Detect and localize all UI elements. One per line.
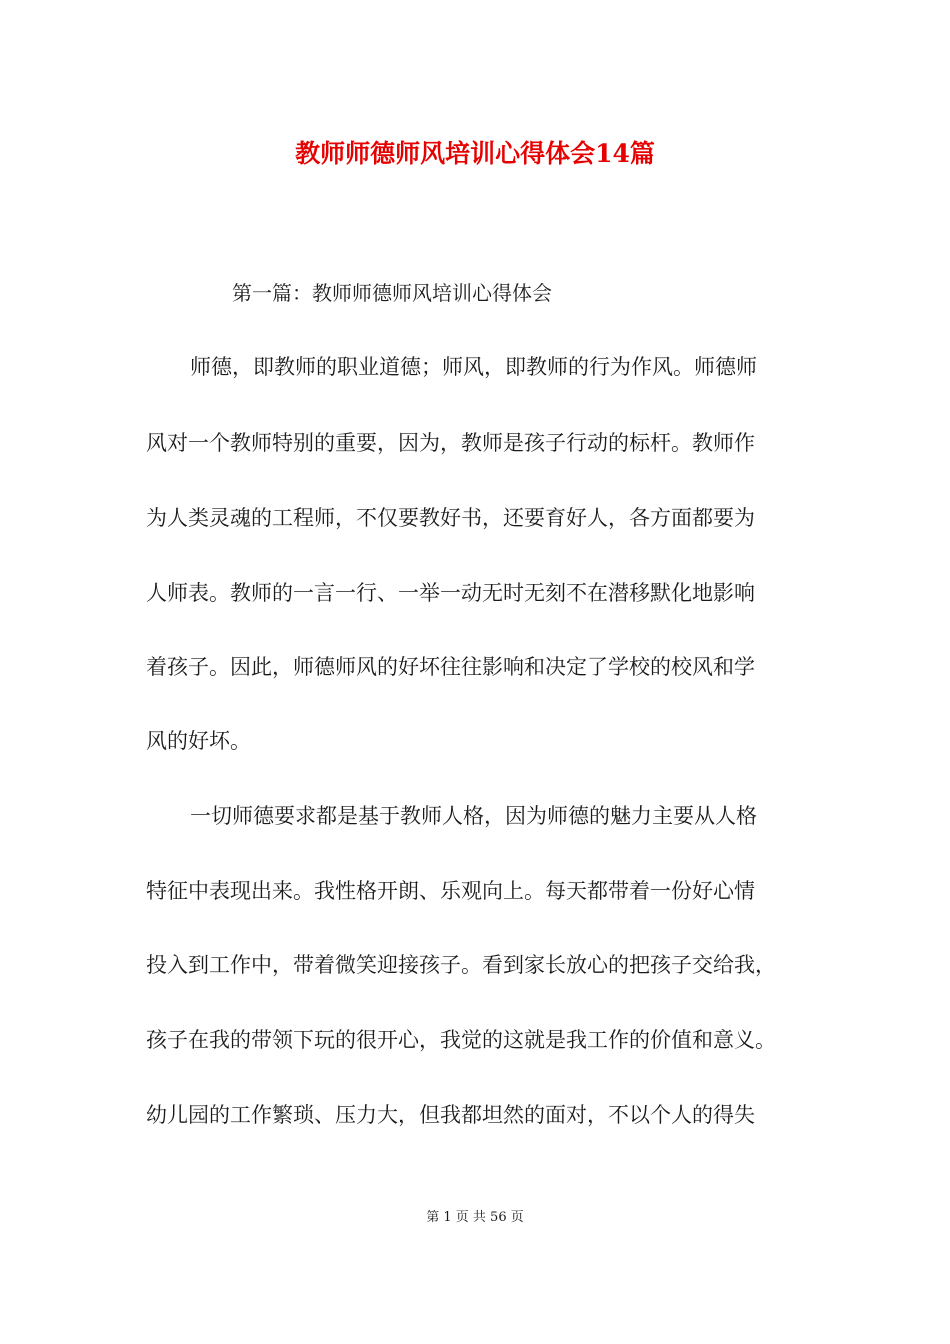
page-footer: 第 1 页 共 56 页 bbox=[426, 1210, 524, 1225]
paragraph-line: 一切师德要求都是基于教师人格，因为师德的魅力主要从人格 bbox=[190, 804, 757, 828]
paragraph-line: 特征中表现出来。我性格开朗、乐观向上。每天都带着一份好心情 bbox=[146, 879, 755, 903]
paragraph-line: 着孩子。因此，师德师风的好坏往往影响和决定了学校的校风和学 bbox=[146, 655, 755, 679]
paragraph-line: 孩子在我的带领下玩的很开心，我觉的这就是我工作的价值和意义。 bbox=[146, 1028, 776, 1052]
document-title: 教师师德师风培训心得体会14篇 bbox=[295, 139, 655, 168]
paragraph-line: 风对一个教师特别的重要，因为，教师是孩子行动的标杆。教师作 bbox=[146, 431, 755, 455]
paragraph-line: 幼儿园的工作繁琐、压力大，但我都坦然的面对，不以个人的得失 bbox=[146, 1103, 755, 1127]
paragraph-line: 人师表。教师的一言一行、一举一动无时无刻不在潜移默化地影响 bbox=[146, 581, 755, 605]
paragraph-line: 为人类灵魂的工程师，不仅要教好书，还要育好人，各方面都要为 bbox=[146, 506, 755, 530]
paragraph-line: 师德，即教师的职业道德；师风，即教师的行为作风。师德师 bbox=[190, 355, 757, 379]
section-title: 第一篇：教师师德师风培训心得体会 bbox=[232, 281, 552, 305]
paragraph-line: 投入到工作中，带着微笑迎接孩子。看到家长放心的把孩子交给我， bbox=[146, 953, 776, 977]
paragraph-line: 风的好坏。 bbox=[146, 729, 251, 753]
